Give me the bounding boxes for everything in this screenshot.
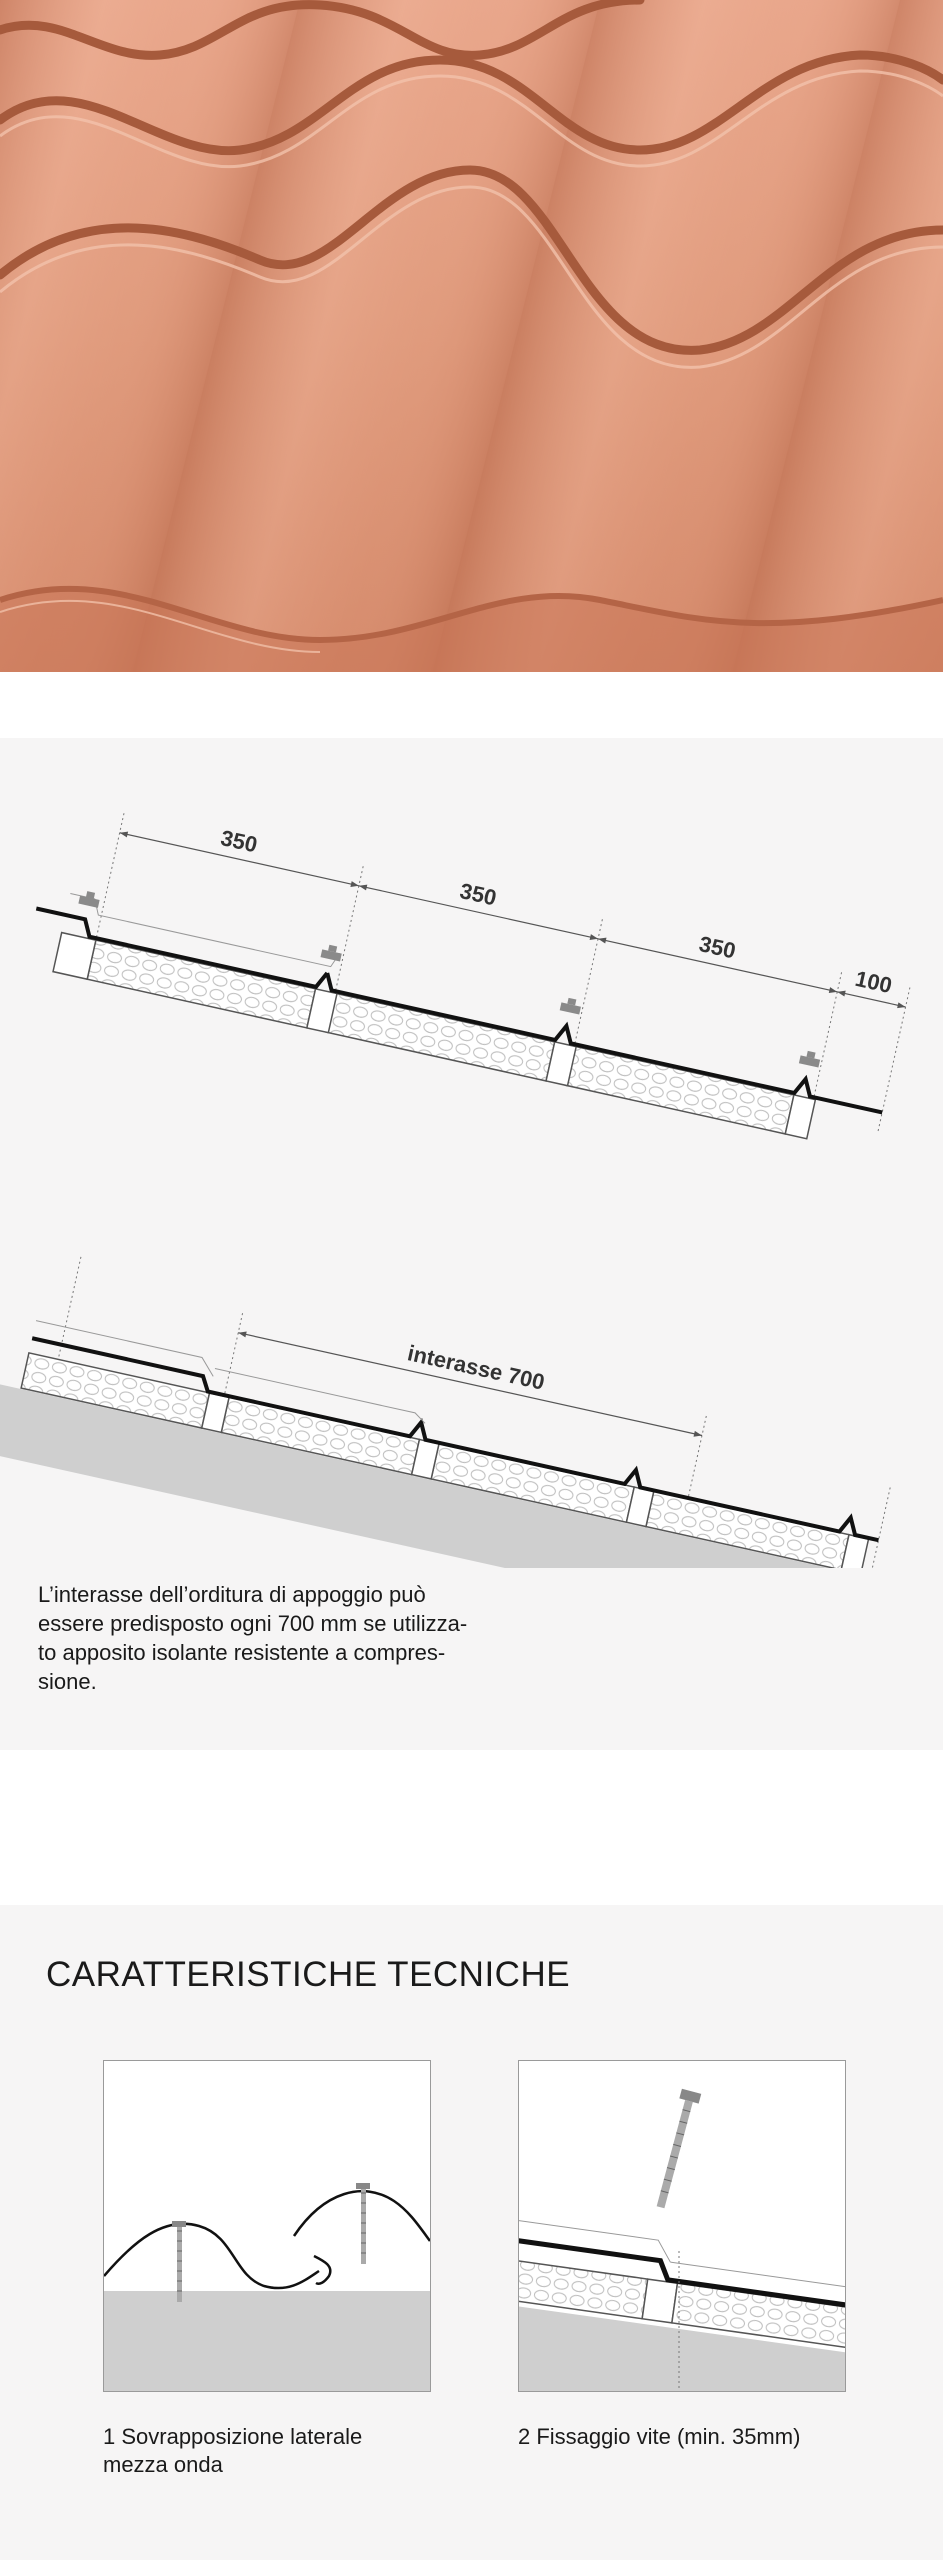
section-title: CARATTERISTICHE TECNICHE — [46, 1955, 571, 1994]
dimension-label: 350 — [696, 931, 739, 964]
batten-spacing-diagram-350 — [0, 738, 943, 1258]
hero-roof-tiles-image — [0, 0, 943, 672]
dimension-label: 100 — [852, 965, 895, 999]
figure-caption: 2 Fissaggio vite (min. 35mm) — [518, 2424, 801, 2449]
figure-caption: 1 Sovrapposizione laterale mezza onda — [103, 2424, 363, 2477]
figure-screw-fixing — [518, 2060, 846, 2392]
spacing-label: interasse 700 — [405, 1340, 547, 1395]
installation-diagrams-panel — [0, 738, 943, 1750]
spacing-description: L’interasse dell’orditura di appoggio può essere predisposto ogni 700 mm se utilizza- to apposito isolante resistente a compres- sione. — [38, 1582, 468, 1694]
dimension-label: 350 — [457, 878, 499, 911]
dimension-label: 350 — [218, 825, 260, 858]
figure-side-overlap — [103, 2060, 431, 2392]
technical-features-panel — [0, 1905, 943, 2560]
batten-spacing-diagram-700 — [0, 1228, 943, 1568]
